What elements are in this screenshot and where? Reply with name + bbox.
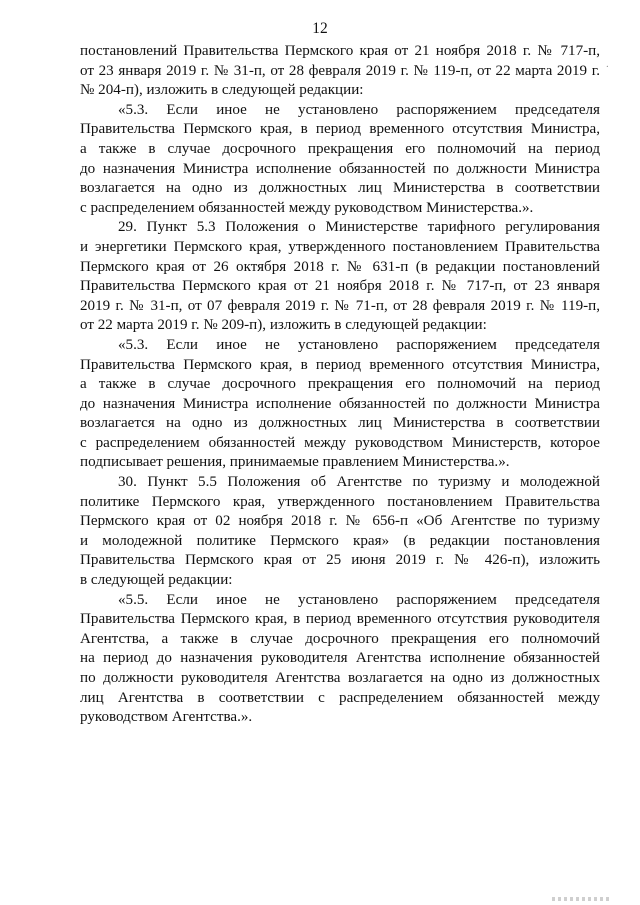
text-line: Пермского края от 26 октября 2018 г. № 631-п (в редакции постановлений — [80, 258, 600, 275]
text-line: «5.3. Если иное не установлено распоряжением председателя — [118, 336, 600, 353]
scan-mark: . — [606, 58, 609, 70]
text-line: «5.3. Если иное не установлено распоряжением председателя — [118, 101, 600, 118]
text-line: 29. Пункт 5.3 Положения о Министерстве тарифного регулирования — [118, 219, 600, 236]
text-line: возлагается на одно из должностных лиц Министерства в соответствии — [80, 415, 600, 432]
text-line: в следующей редакции: — [80, 572, 233, 589]
text-line: Пермского края от 02 ноября 2018 г. № 656-п «Об Агентстве по туризму — [80, 513, 600, 530]
text-line: с распределением обязанностей между руководством Министерств, которое — [80, 434, 600, 451]
text-line: постановлений Правительства Пермского края от 21 ноября 2018 г. № 717-п, — [80, 43, 600, 59]
text-line: по должности руководителя Агентства возлагается на одно из должностных — [80, 670, 600, 686]
text-line: Правительства Пермского края от 25 июня 2019 г. № 426-п), изложить — [80, 552, 600, 569]
text-line: Правительства Пермского края, в период временного отсутствия Министра, — [80, 121, 600, 138]
text-line: и энергетики Пермского края, утвержденного постановлением Правительства — [80, 238, 600, 255]
text-line: Правительства Пермского края от 21 ноября 2018 г. № 717-п, от 23 января — [80, 278, 600, 295]
text-line: а также в случае досрочного прекращения его полномочий на период — [80, 376, 600, 393]
text-line: № 204-п), изложить в следующей редакции: — [80, 82, 364, 99]
text-line: 2019 г. № 31-п, от 07 февраля 2019 г. № 71-п, от 28 февраля 2019 г. № 119-п, — [80, 297, 600, 314]
text-line: от 23 января 2019 г. № 31-п, от 28 февраля 2019 г. № 119-п, от 22 марта 2019 г. — [80, 62, 600, 79]
document-body — [80, 42, 600, 728]
text-line: от 22 марта 2019 г. № 209-п), изложить в следующей редакции: — [80, 317, 487, 334]
text-line: руководством Агентства.». — [80, 709, 253, 726]
text-line: Агентства, а также в случае досрочного прекращения его полномочий — [80, 630, 600, 647]
text-line: 30. Пункт 5.5 Положения об Агентстве по туризму и молодежной — [118, 474, 600, 491]
text-line: с распределением обязанностей между руководством Министерства.». — [80, 199, 534, 216]
text-line: лиц Агентства в соответствии с распределением обязанностей между — [80, 689, 600, 706]
text-line: до назначения Министра исполнение обязанностей по должности Министра — [80, 395, 600, 412]
text-line: а также в случае досрочного прекращения его полномочий на период — [80, 140, 600, 157]
text-line: на период до назначения руководителя Агентства исполнение обязанностей — [80, 650, 600, 667]
text-line: Правительства Пермского края, в период временного отсутствия руководителя — [80, 611, 600, 628]
scan-artifact — [552, 897, 612, 901]
text-line: политике Пермского края, утвержденного постановлением Правительства — [80, 493, 600, 510]
text-line: и молодежной политике Пермского края» (в редакции постановления — [80, 532, 600, 549]
text-line: подписывает решения, принимаемые правлением Министерства.». — [80, 454, 510, 471]
text-line: возлагается на одно из должностных лиц Министерства в соответствии — [80, 180, 600, 197]
page-number: 12 — [312, 20, 328, 37]
text-line: до назначения Министра исполнение обязанностей по должности Министра — [80, 160, 600, 177]
text-line: «5.5. Если иное не установлено распоряжением председателя — [118, 591, 600, 608]
text-line: Правительства Пермского края, в период временного отсутствия Министра, — [80, 356, 600, 373]
